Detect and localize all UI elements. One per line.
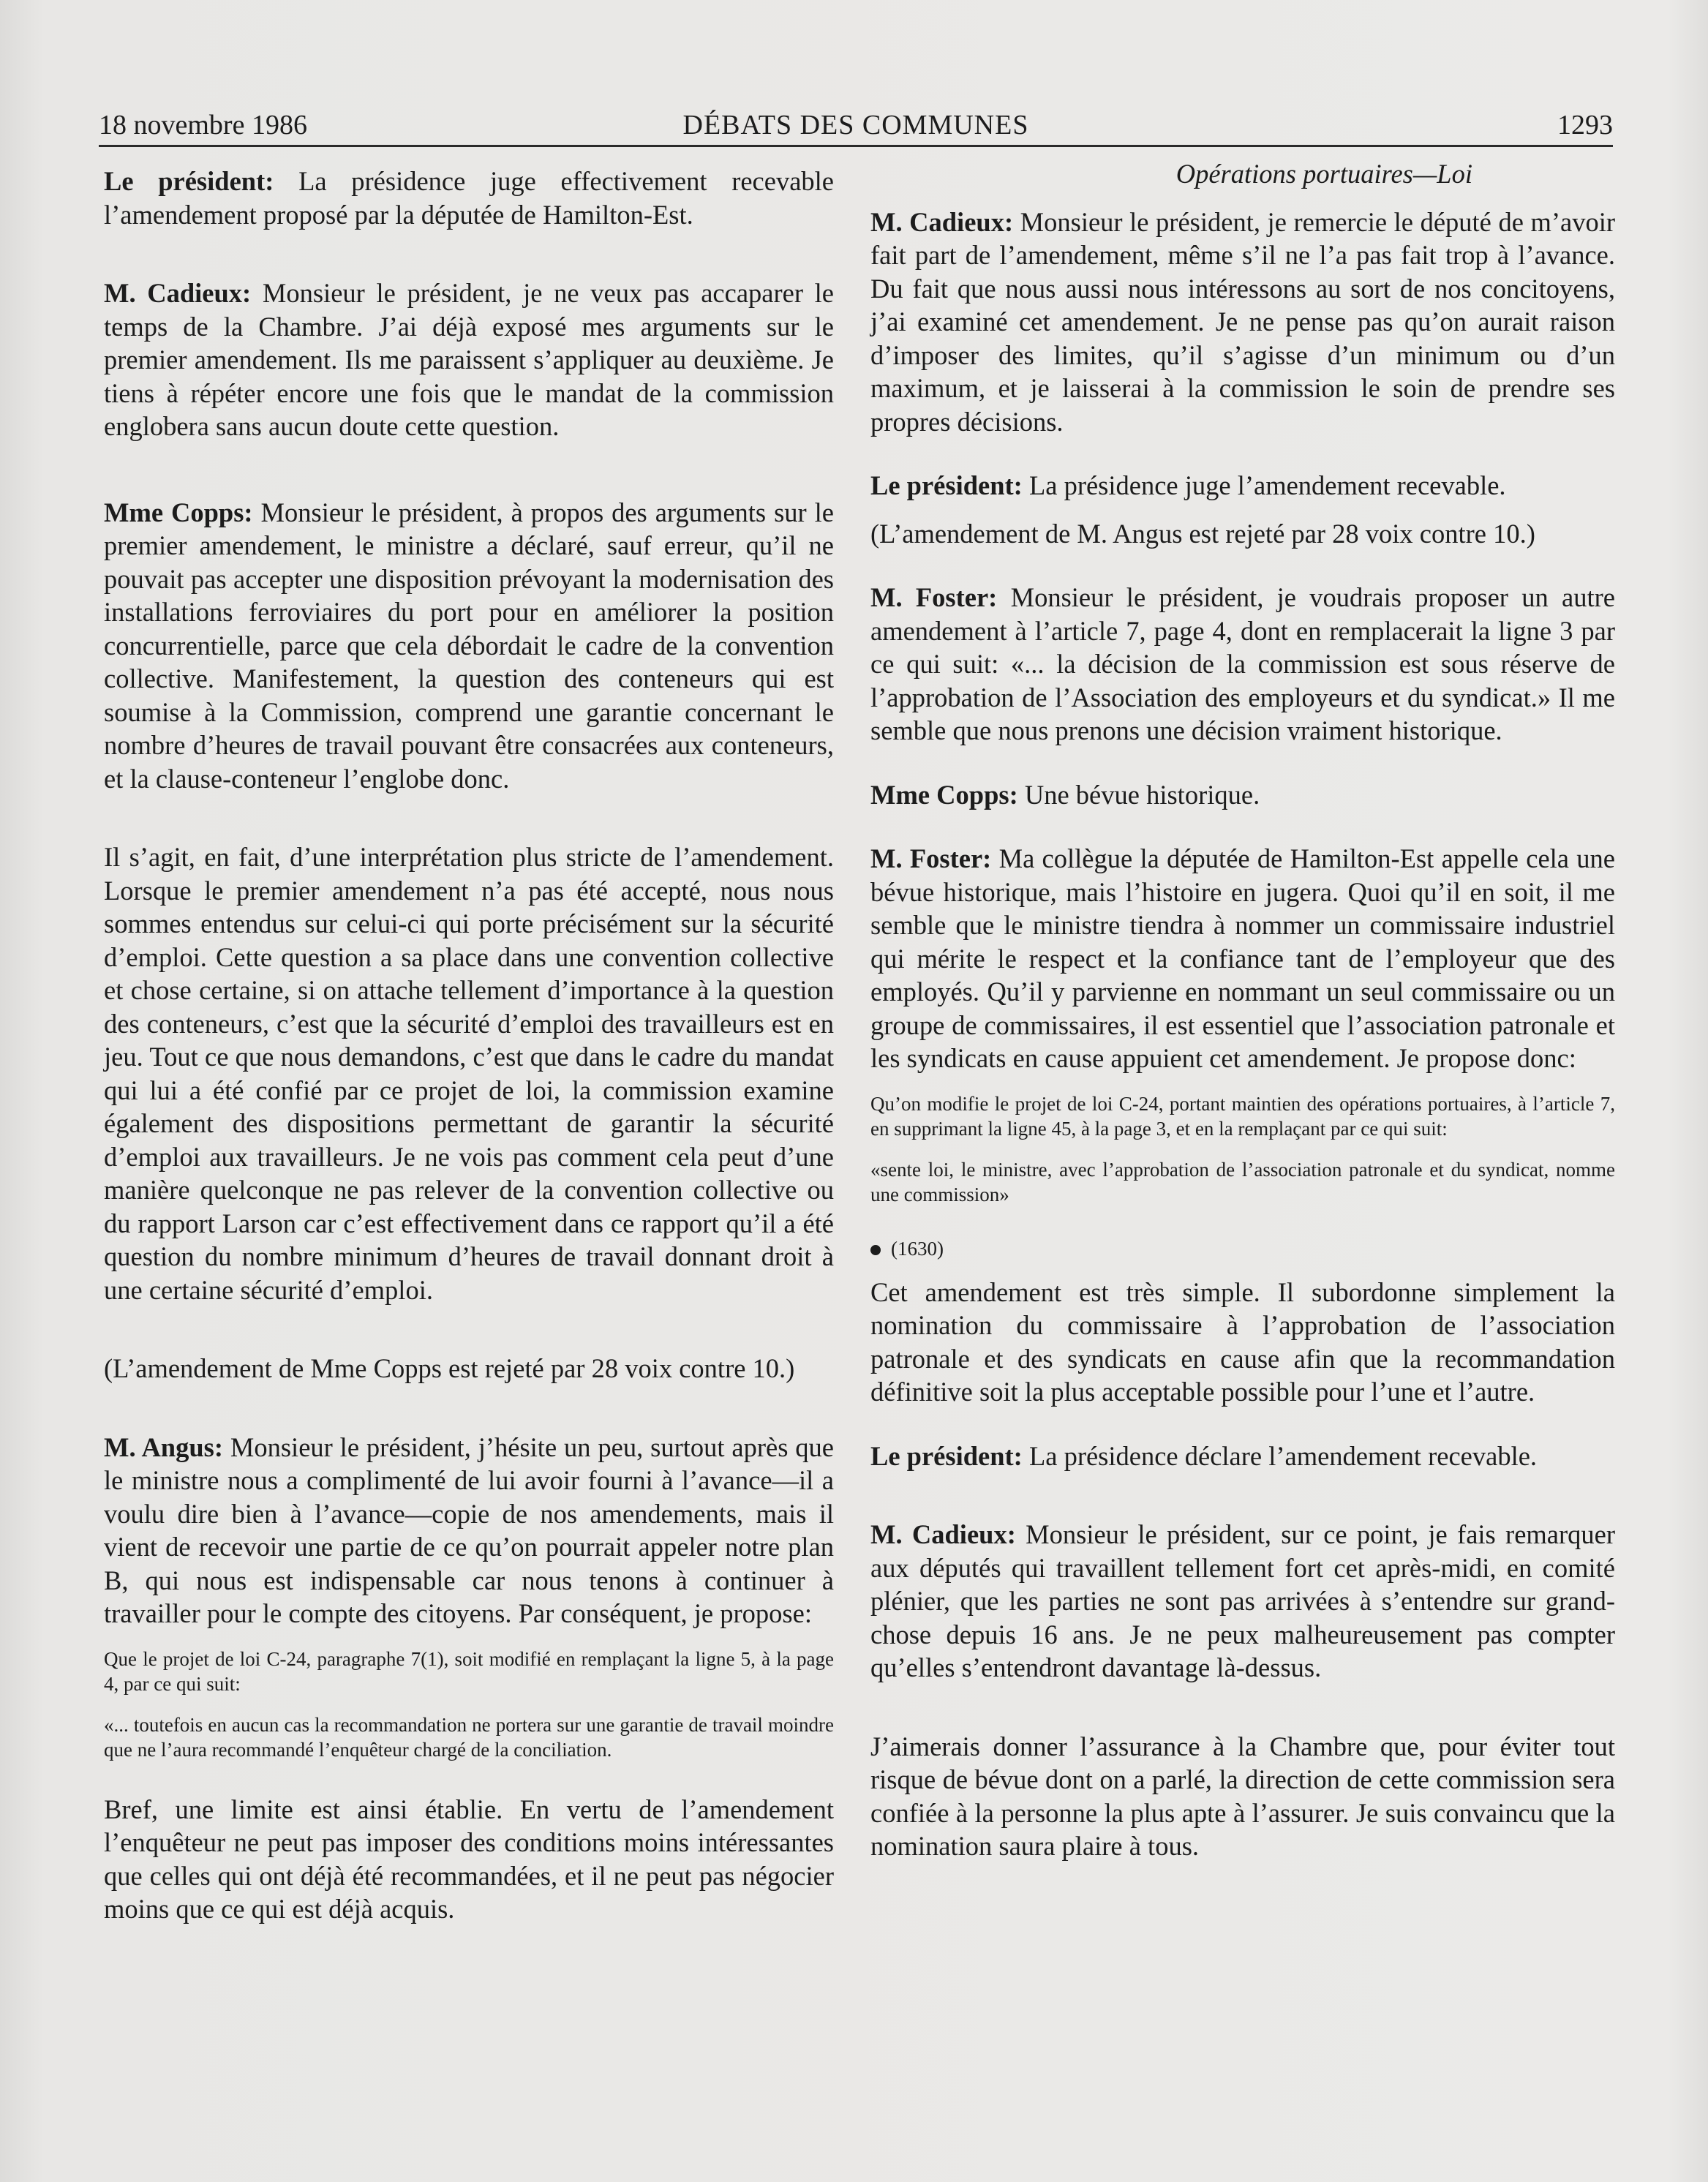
paragraph [104,276,834,443]
paragraph [870,581,1615,748]
paragraph-text: Bref, une limite est ainsi établie. En vertu de l’amendement l’enquêteur ne peut pas imposer des conditions moins intéressantes que celles qui ont déjà été recommandées, et il ne peut pas négocier moins que ce qui est déjà acquis. [104,1794,834,1924]
motion-text [870,1091,1615,1141]
paragraph [870,206,1615,439]
speaker-name: Le président: [870,1440,1023,1471]
left-column [104,165,834,1926]
right-column [870,159,1616,1863]
paragraph-text: Monsieur le président, j’hésite un peu, surtout après que le ministre nous a complimenté de lui avoir fourni à l’avance—il a voulu dire bien à l’avance—copie de nos amendements, mais il vient de recevoir une partie de ce qu’on pourrait appeler notre plan B, qui nous est indispensable car nous tenons à continuer à travailler pour le compte des citoyens. Par conséquent, je propose: [104,1432,834,1628]
amendment-result [870,517,1615,551]
paragraph [870,842,1615,1075]
paragraph [870,778,1615,812]
speaker-name: Mme Copps: [104,497,253,527]
paragraph-text: Monsieur le président, je voudrais proposer un autre amendement à l’article 7, page 4, dont en remplacerait la ligne 3 par ce qui suit: «... la décision de la commission est sous réserve de l’approbation de l’Association des employeurs et du syndicat.» Il me semble que nous prenons une décision vraiment historique. [870,582,1615,745]
paragraph [104,496,834,796]
paragraph-text: Monsieur le président, à propos des arguments sur le premier amendement, le ministre a déclaré, sauf erreur, qu’il ne pouvait pas accepter une disposition prévoyant la modernisation des installations ferroviaires du port pour en améliorer la position concurrentielle, parce que cela débordait le cadre de la convention collective. Manifestement, la question des conteneurs qui est soumise à la Commission, comprend une garantie concernant le nombre d’heures de travail pouvant être consacrées aux conteneurs, et la clause-conteneur l’englobe donc. [104,497,834,794]
motion-quote [870,1157,1615,1207]
paragraph-text: La présidence juge l’amendement recevable. [1022,470,1506,500]
paragraph-text: La présidence déclare l’amendement recevable. [1022,1440,1538,1471]
paragraph [104,1431,834,1630]
paragraph [104,165,834,231]
time-text: (1630) [891,1237,944,1260]
paragraph-text: Qu’on modifie le projet de loi C-24, portant maintien des opérations portuaires, à l’article 7, en supprimant la ligne 45, à la page 3, et en la remplaçant par ce qui suit: [870,1092,1615,1140]
paragraph-text: Que le projet de loi C-24, paragraphe 7(1), soit modifié en remplaçant la ligne 5, à la page 4, par ce qui suit: [104,1647,834,1695]
motion-text [104,1647,834,1696]
speaker-name: Le président: [104,166,274,196]
header-date: 18 novembre 1986 [99,110,307,140]
header-title: DÉBATS DES COMMUNES [682,110,1029,140]
speaker-name: M. Foster: [870,582,998,612]
amendment-result [104,1352,834,1385]
paragraph [870,1440,1615,1473]
paragraph-text: Monsieur le président, je ne veux pas accaparer le temps de la Chambre. J’ai déjà exposé mes arguments sur le premier amendement. Ils me paraissent s’appliquer au deuxième. Je tiens à répéter encore une fois que le mandat de la commission englobera sans aucun doute cette question. [104,278,834,441]
bullet-icon [870,1245,881,1255]
motion-quote [104,1712,834,1762]
speaker-name: Mme Copps: [870,779,1018,810]
page-header [99,108,1613,147]
paragraph-text: Monsieur le président, sur ce point, je fais remarquer aux députés qui travaillent tellement fort cet après-midi, en comité plénier, que les parties ne sont pas arrivées à s’entendre sur grand-chose depuis 16 ans. Je ne peux malheureusement pas compter qu’elles s’entendront davantage là-dessus. [870,1519,1616,1682]
paragraph [104,840,834,1306]
paragraph-text: Cet amendement est très simple. Il subordonne simplement la nomination du commissaire à l’approbation de l’association patronale et des syndicats en cause afin que la recommandation définitive soit la plus acceptable possible pour l’une et l’autre. [870,1276,1615,1407]
section-title: Opérations portuaires—Loi [1175,159,1472,189]
paragraph-text: Ma collègue la députée de Hamilton-Est appelle cela une bévue historique, mais l’histoire en jugera. Quoi qu’il en soit, il me semble que le ministre tiendra à nommer un commissaire industriel qui mérite le respect et la confiance tant de l’employeur que des employés. Qu’il y parvienne en nommant un seul commissaire ou un groupe de commissaires, il est essentiel que l’association patronale et les syndicats en cause appuient cet amendement. Je propose donc: [870,843,1615,1073]
paragraph-text: J’aimerais donner l’assurance à la Chambre que, pour éviter tout risque de bévue dont on a parlé, la direction de cette commission sera confiée à la personne la plus apte à l’assurer. Je suis convaincu que la nomination saura plaire à tous. [870,1731,1615,1861]
paragraph-text: Il s’agit, en fait, d’une interprétation plus stricte de l’amendement. Lorsque le premier amendement n’a pas été accepté, nous nous sommes entendus sur celui-ci qui porte précisément sur la sécurité d’emploi. Cette question a sa place dans une convention collective et chose certaine, si on attache tellement d’importance à la question des conteneurs, c’est que la sécurité d’emploi des travailleurs est en jeu. Tout ce que nous demandons, c’est que dans le cadre du mandat qui lui a été confié par ce projet de loi, la commission examine également des dispositions permettant de garantir la sécurité d’emploi aux travailleurs. Je ne vois pas comment cela peut d’une manière quelconque ne pas relever de la convention collective ou du rapport Larson car c’est effectivement dans ce rapport qu’il a été question du nombre minimum d’heures de travail donnant droit à une certaine sécurité d’emploi. [104,842,834,1305]
speaker-name: M. Foster: [870,843,992,873]
paragraph [104,1793,834,1926]
paragraph-text: «sente loi, le ministre, avec l’approbation de l’association patronale et du syndicat, nomme une commission» [870,1158,1615,1205]
speaker-name: M. Angus: [104,1432,224,1462]
paragraph [870,1730,1615,1863]
page-number: 1293 [1557,110,1613,140]
paragraph-text: (L’amendement de Mme Copps est rejeté par 28 voix contre 10.) [104,1353,795,1383]
speaker-name: M. Cadieux: [104,278,252,308]
paragraph-text: «... toutefois en aucun cas la recommandation ne portera sur une garantie de travail moindre que ne l’aura recommandé l’enquêteur chargé de la conciliation. [104,1713,834,1761]
paragraph [870,1276,1615,1409]
paragraph [870,1518,1615,1685]
speaker-name: Le président: [870,470,1023,500]
paragraph-text: Une bévue historique. [1017,779,1260,810]
paragraph [870,469,1615,503]
speaker-name: M. Cadieux: [870,206,1014,237]
paragraph-text: (L’amendement de M. Angus est rejeté par 28 voix contre 10.) [870,518,1535,549]
time-stamp [870,1236,1615,1261]
speaker-name: M. Cadieux: [870,1519,1016,1549]
paragraph-text: La présidence juge effectivement recevable l’amendement proposé par la députée de Hamilton-Est. [104,166,834,230]
paragraph-text: Monsieur le président, je remercie le député de m’avoir fait part de l’amendement, même s’il ne l’a pas fait trop à l’avance. Du fait que nous aussi nous intéressons au sort de nos concitoyens, j’ai examiné cet amendement. Je ne pense pas qu’on aurait raison d’imposer des limites, qu’il s’agisse d’un minimum ou d’un maximum, et je laisserai à la commission le soin de prendre ses propres décisions. [870,206,1616,437]
